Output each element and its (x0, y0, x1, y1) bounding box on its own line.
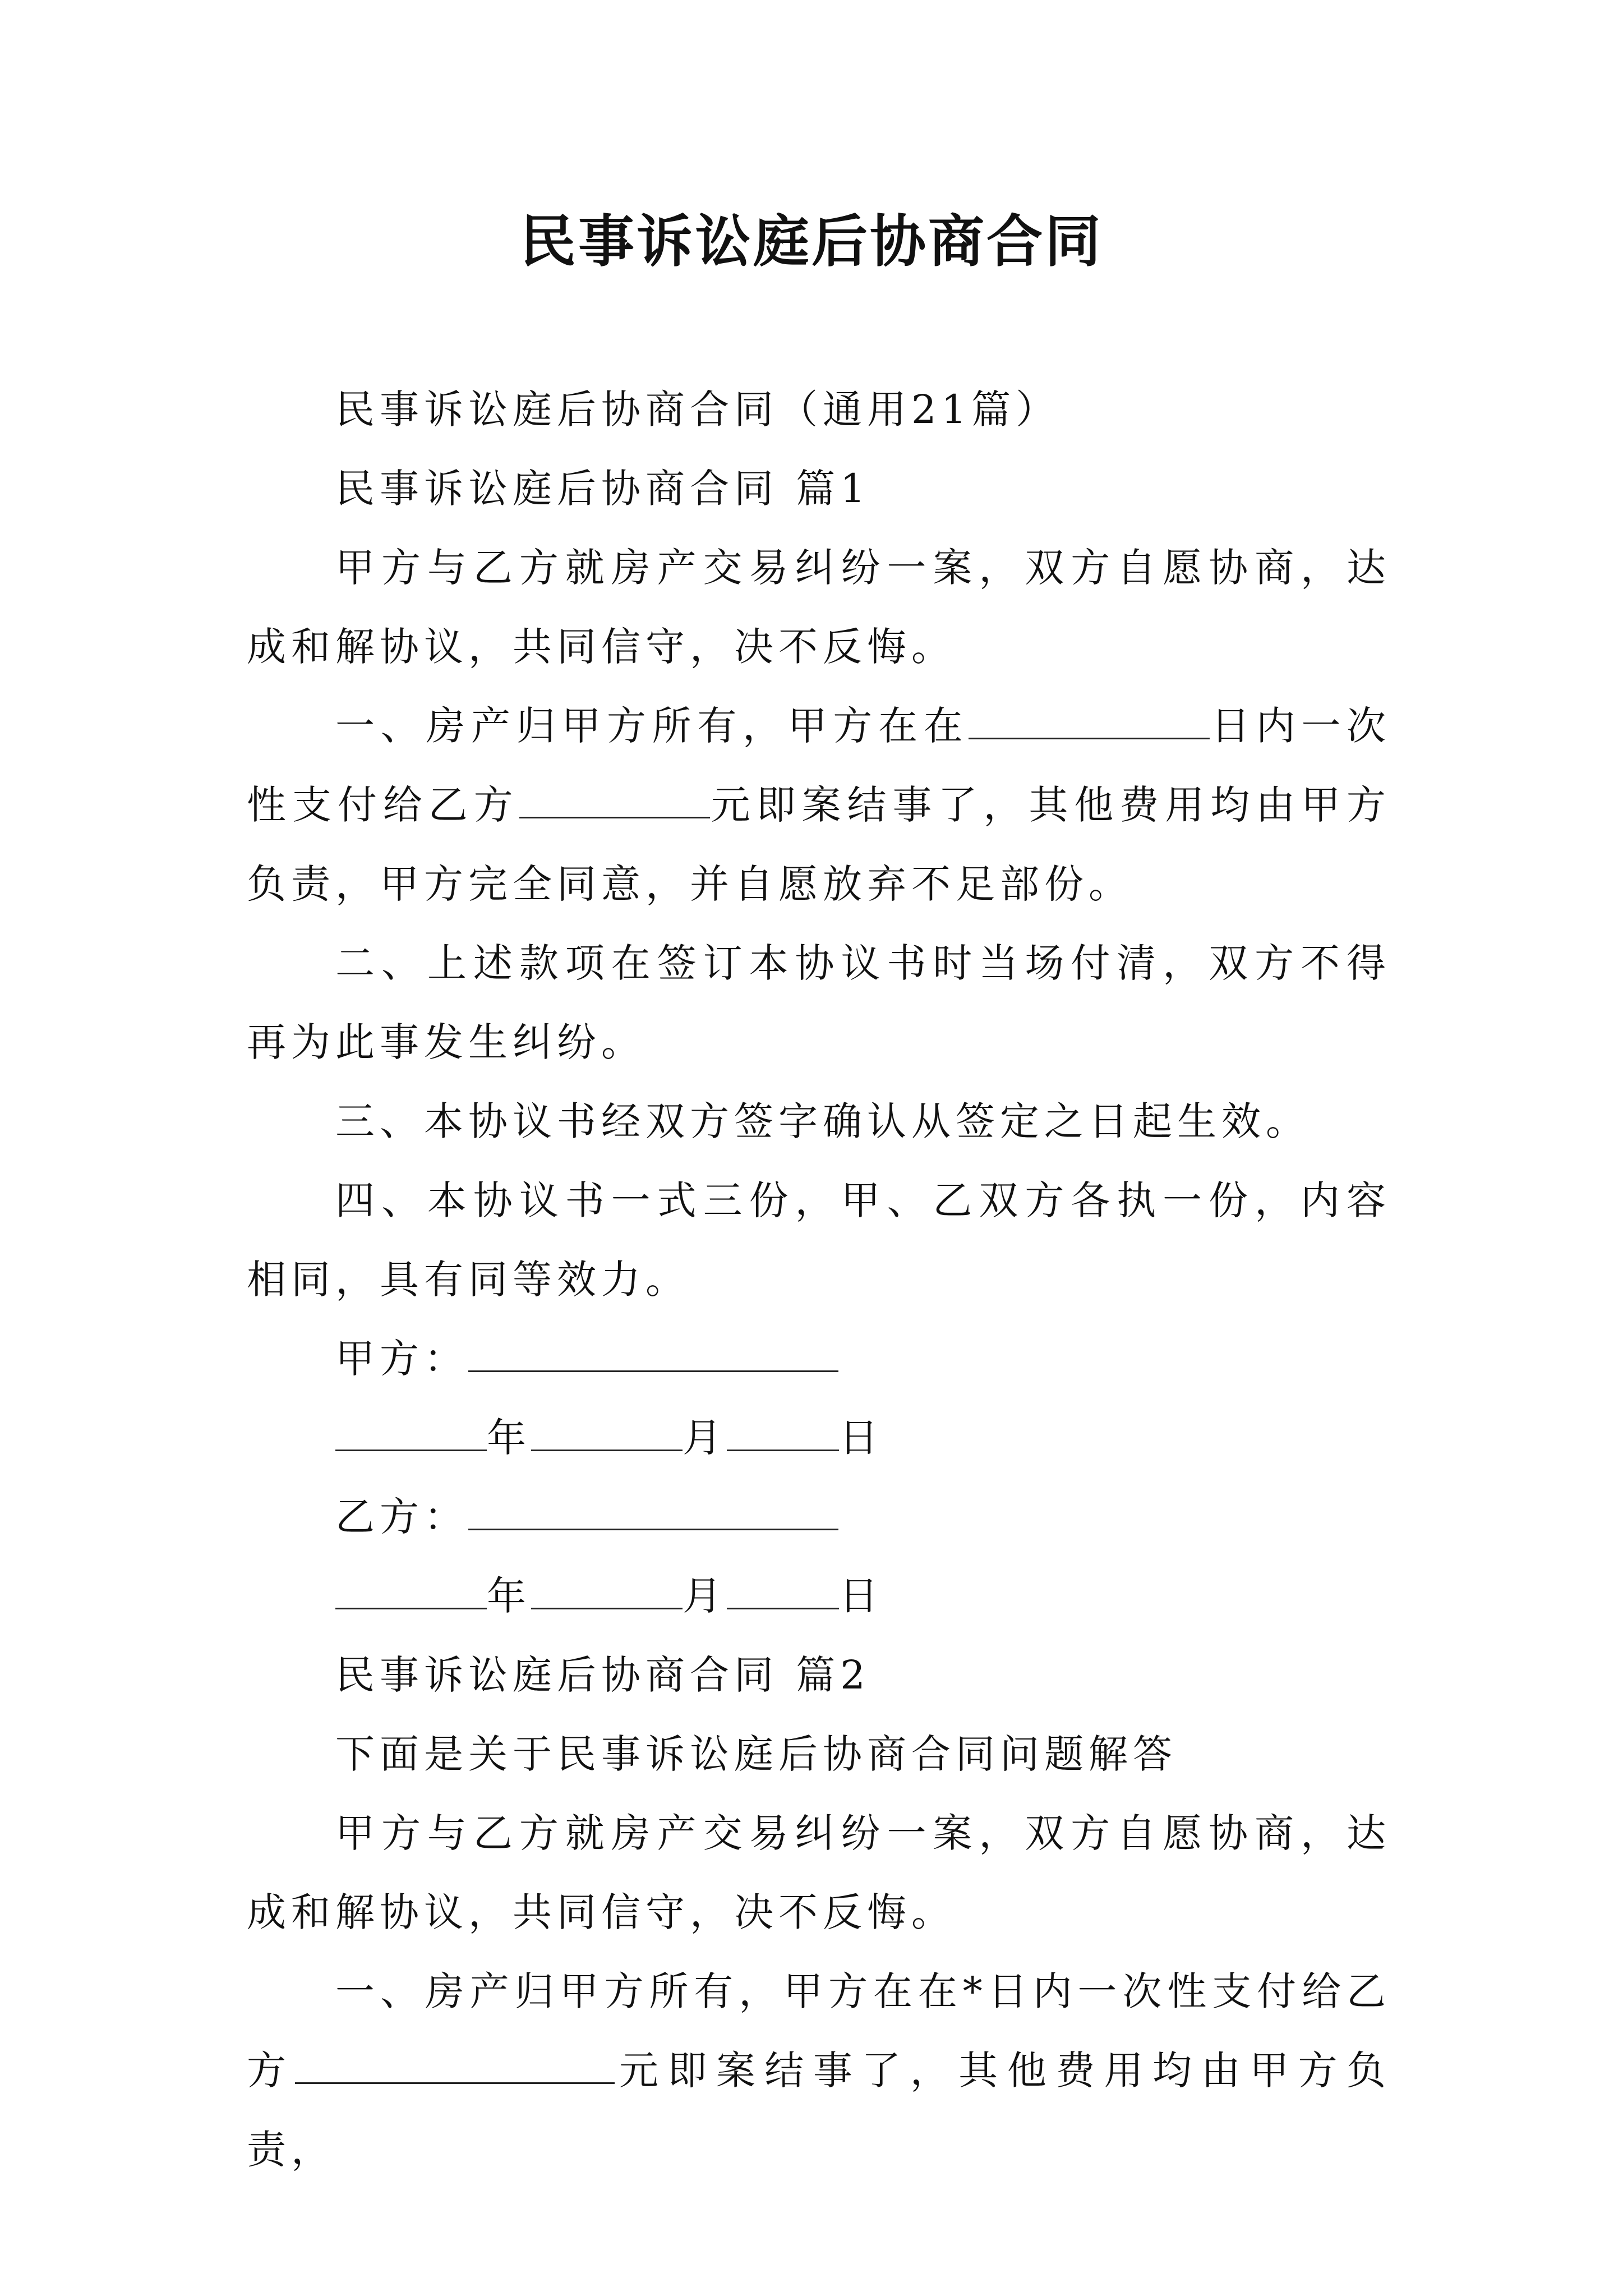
month-label: 月 (683, 1415, 727, 1461)
day-blank (727, 1573, 839, 1609)
day-blank (727, 1415, 839, 1451)
clause1-text-b: 日内一次性支付给乙方 (247, 703, 1391, 828)
section2-clause1 (247, 1952, 1391, 2189)
party-b-signature-line (247, 1478, 1391, 1557)
day-label: 日 (839, 1573, 883, 1619)
year-label: 年 (487, 1573, 531, 1619)
year-blank (335, 1573, 487, 1609)
party-a-blank (468, 1336, 838, 1372)
days-blank (969, 703, 1210, 739)
party-b-date-line (247, 1557, 1391, 1636)
party-a-signature-line (247, 1319, 1391, 1398)
section1-clause4: 四、本协议书一式三份，甲、乙双方各执一份，内容相同，具有同等效力。 (247, 1177, 1391, 1303)
year-label: 年 (487, 1415, 531, 1461)
document-title: 民事诉讼庭后协商合同 (520, 208, 1103, 274)
month-blank (531, 1415, 683, 1451)
section2-lead: 下面是关于民事诉讼庭后协商合同问题解答 (335, 1731, 1177, 1777)
s2-amount-blank (295, 2047, 615, 2084)
section2-heading: 民事诉讼庭后协商合同 篇2 (335, 1652, 870, 1698)
party-a-date-line (247, 1398, 1391, 1478)
party-b-blank (468, 1494, 838, 1530)
year-blank (335, 1415, 487, 1451)
s2-clause1-text-a: 一、房产归甲方所有，甲方在在*日内一次性支付给乙方 (247, 1968, 1391, 2093)
amount-blank (519, 782, 710, 818)
month-label: 月 (683, 1573, 727, 1619)
section1-heading: 民事诉讼庭后协商合同 篇1 (335, 466, 870, 512)
month-blank (531, 1573, 683, 1609)
document-subtitle: 民事诉讼庭后协商合同（通用21篇） (335, 386, 1061, 432)
day-label: 日 (839, 1415, 883, 1461)
party-a-label: 甲方： (335, 1336, 468, 1382)
section2-intro: 甲方与乙方就房产交易纠纷一案，双方自愿协商，达成和解协议，共同信守，决不反悔。 (247, 1810, 1391, 1935)
section1-intro: 甲方与乙方就房产交易纠纷一案，双方自愿协商，达成和解协议，共同信守，决不反悔。 (247, 545, 1391, 670)
section1-clause1 (247, 687, 1391, 924)
section1-clause2: 二、上述款项在签订本协议书时当场付清，双方不得再为此事发生纠纷。 (247, 940, 1391, 1065)
clause1-text-c: 元即案结事了，其他费用均由甲方负责，甲方完全同意，并自愿放弃不足部份。 (247, 782, 1391, 907)
s2-clause1-text-b: 元即案结事了，其他费用均由甲方负责， (247, 2047, 1391, 2173)
section1-clause3: 三、本协议书经双方签字确认从签定之日起生效。 (335, 1098, 1310, 1144)
clause1-text-a: 一、房产归甲方所有，甲方在在 (335, 703, 969, 749)
document-body (247, 370, 1391, 2189)
party-b-label: 乙方： (335, 1494, 468, 1540)
